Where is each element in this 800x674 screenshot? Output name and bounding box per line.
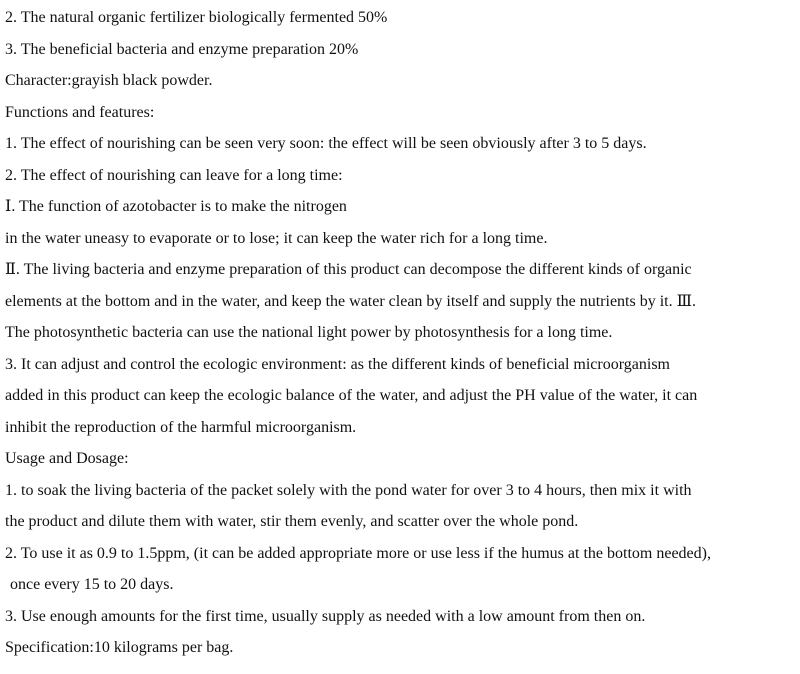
usage-heading: Usage and Dosage: — [5, 450, 129, 467]
function-item-3-cont-2: inhibit the reproduction of the harmful microorganism. — [5, 418, 357, 436]
usage-item-1: 1. to soak the living bacteria of the packet solely with the pond water for over 3 to 4 hours, then mix it with — [5, 481, 692, 499]
composition-item-2: 2. The natural organic fertilizer biologically fermented 50% — [5, 9, 388, 26]
function-subitem-i: Ⅰ. The function of azotobacter is to make the nitrogen — [5, 198, 347, 215]
function-subitem-ii-cont: elements at the bottom and in the water, and keep the water clean by itself and supply the nutrients by it. Ⅲ. — [5, 292, 697, 310]
character-line: Character:grayish black powder. — [5, 72, 213, 89]
usage-item-3: 3. Use enough amounts for the first time, usually supply as needed with a low amount from then on. — [5, 607, 646, 625]
function-subitem-ii: Ⅱ. The living bacteria and enzyme preparation of this product can decompose the different kinds of organic — [5, 261, 692, 278]
function-item-1: 1. The effect of nourishing can be seen very soon: the effect will be seen obviously after 3 to 5 days. — [5, 135, 647, 152]
function-subitem-iii-cont: The photosynthetic bacteria can use the national light power by photosynthesis for a long time. — [5, 324, 613, 341]
functions-heading: Functions and features: — [5, 103, 155, 121]
specification-line: Specification:10 kilograms per bag. — [5, 639, 234, 656]
document-body — [5, 2, 797, 664]
function-item-3-cont-1: added in this product can keep the ecologic balance of the water, and adjust the PH value of the water, it can — [5, 387, 698, 404]
composition-item-3: 3. The beneficial bacteria and enzyme preparation 20% — [5, 40, 359, 58]
function-item-3: 3. It can adjust and control the ecologic environment: as the different kinds of beneficial microorganism — [5, 355, 670, 373]
usage-item-2: 2. To use it as 0.9 to 1.5ppm, (it can be added appropriate more or use less if the humus at the bottom needed), — [5, 544, 711, 562]
usage-item-1-cont: the product and dilute them with water, stir them evenly, and scatter over the whole pond. — [5, 513, 579, 530]
usage-item-2-cont: once every 15 to 20 days. — [10, 576, 174, 593]
function-subitem-i-cont: in the water uneasy to evaporate or to lose; it can keep the water rich for a long time. — [5, 229, 548, 247]
function-item-2: 2. The effect of nourishing can leave for a long time: — [5, 166, 343, 184]
